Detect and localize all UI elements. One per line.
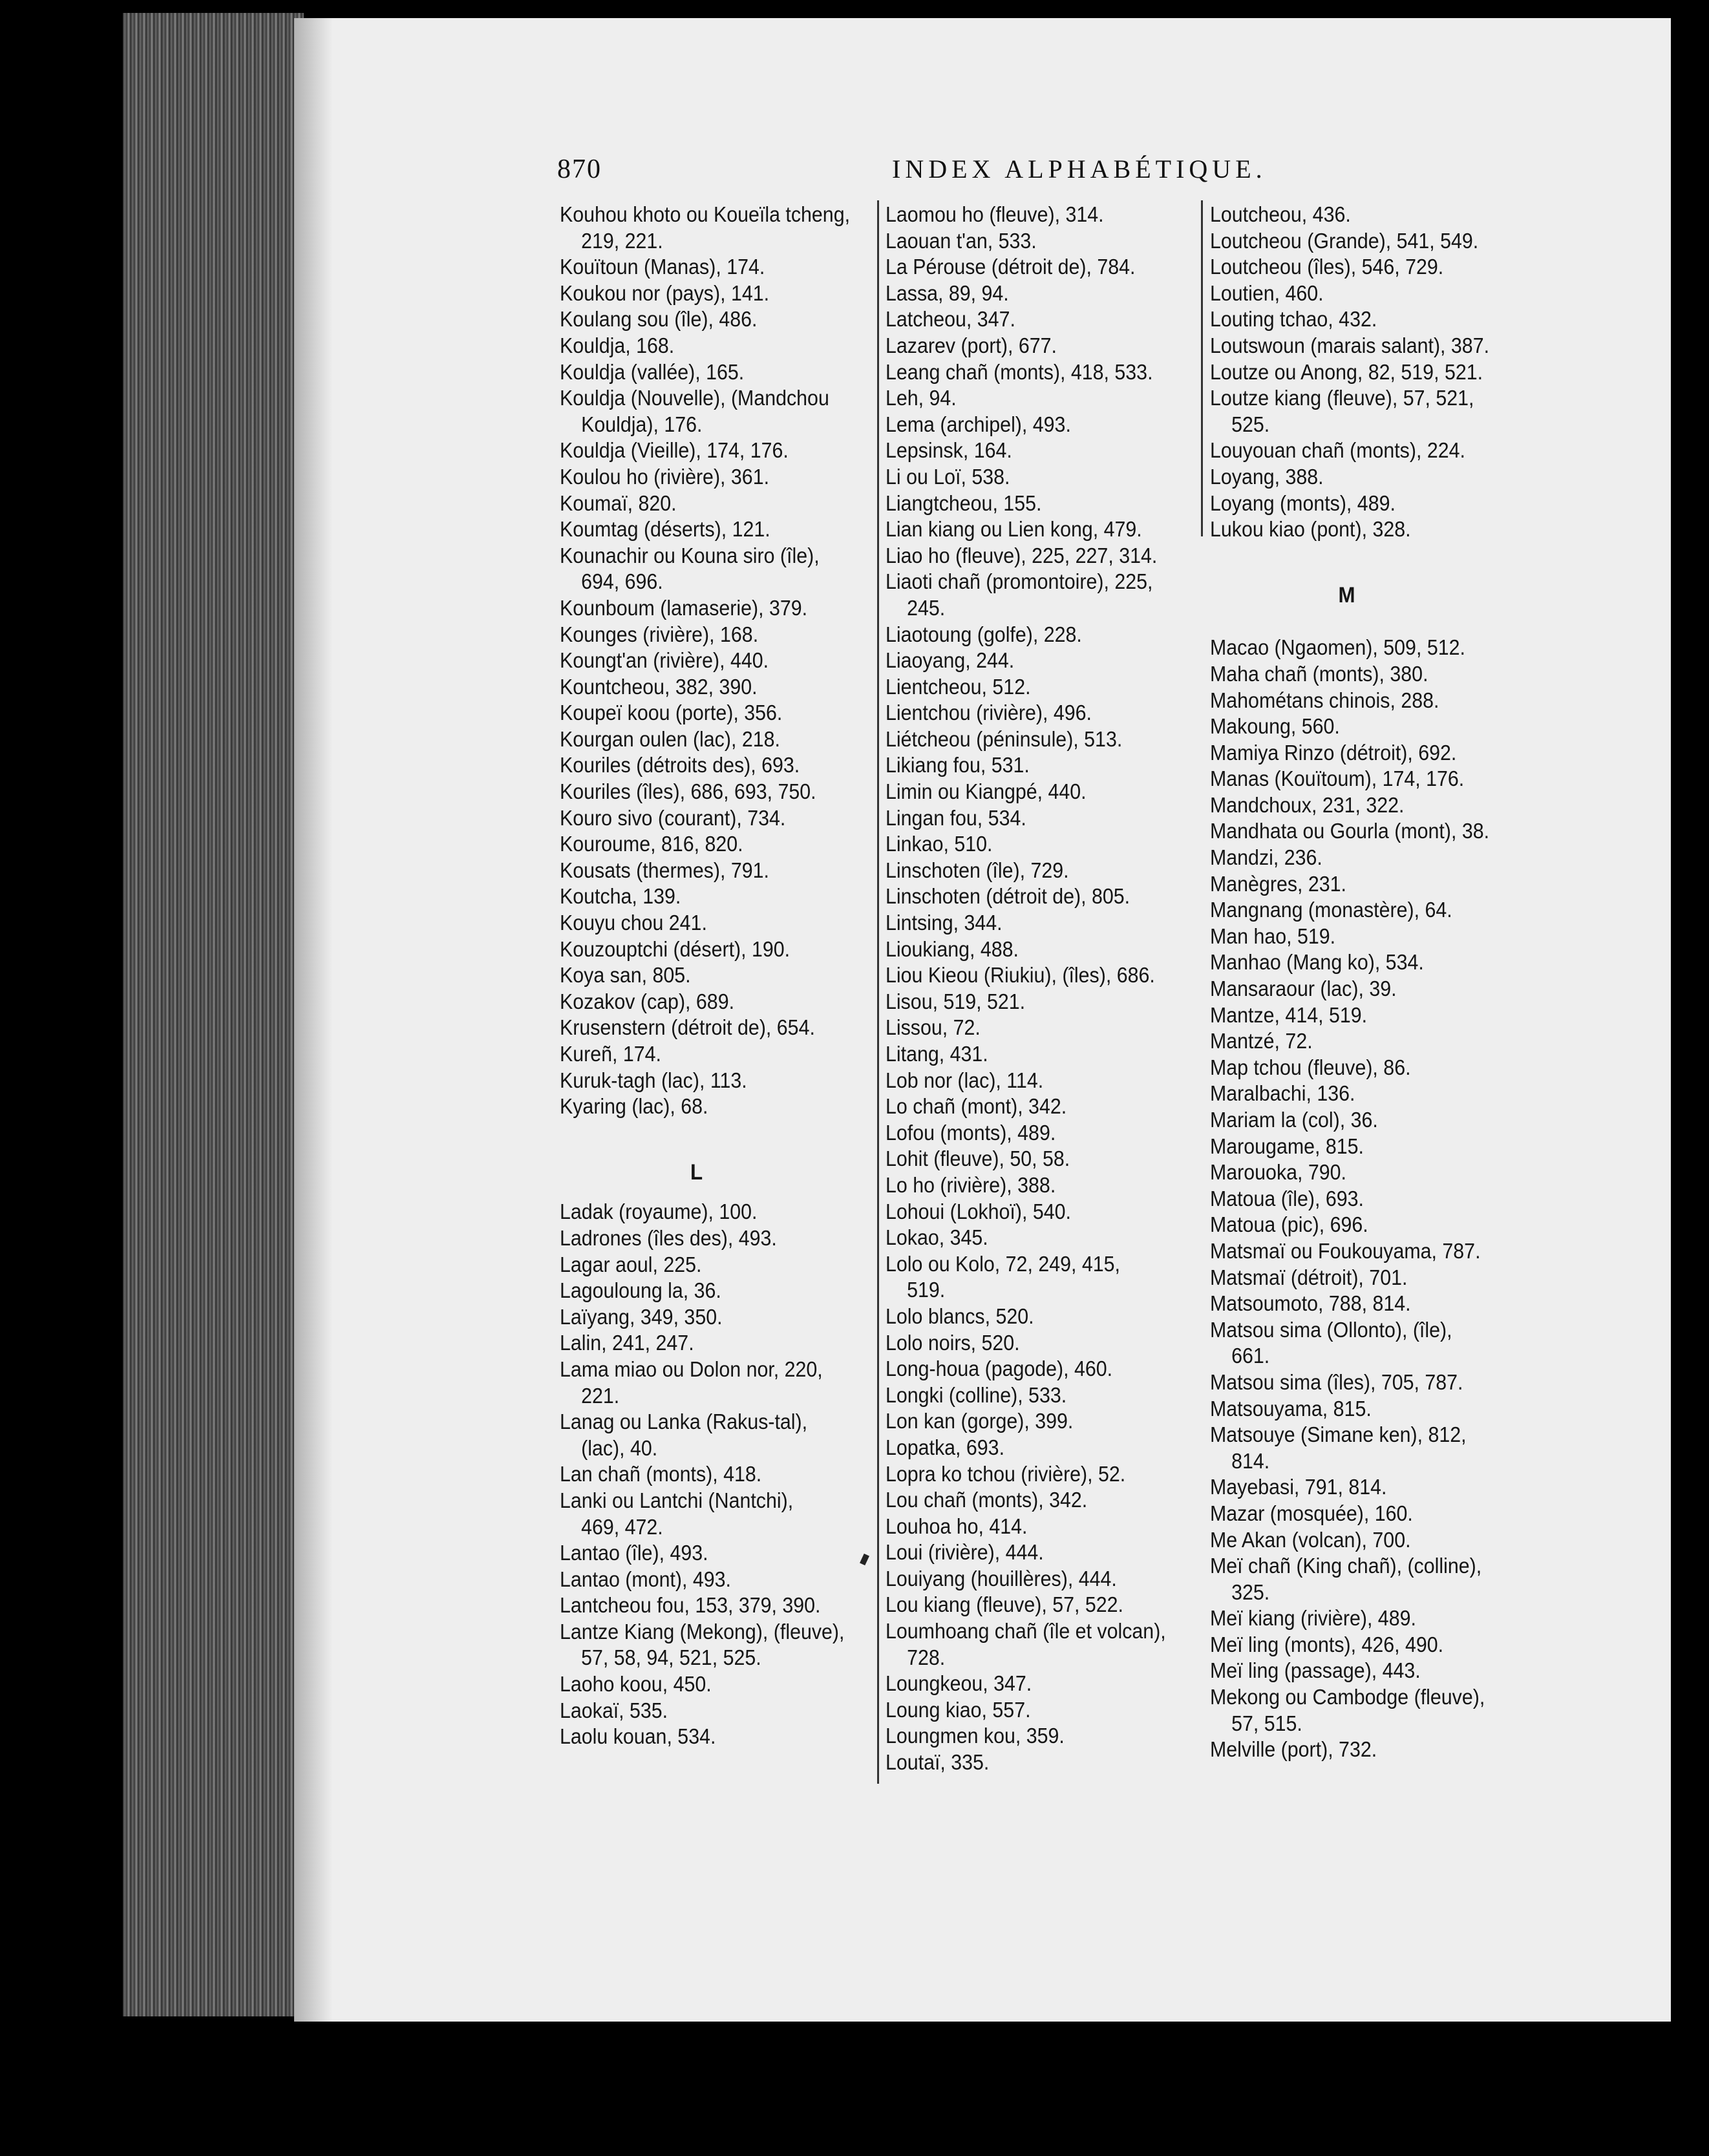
index-entry: Leang chañ (monts), 418, 533.: [886, 359, 1153, 384]
index-entry: Loyang, 388.: [1210, 464, 1324, 489]
index-entry: Meï ling (monts), 426, 490.: [1210, 1632, 1444, 1656]
index-entry: Liaotoung (golfe), 228.: [886, 622, 1082, 646]
index-entry: Koupeï koou (porte), 356.: [560, 701, 783, 725]
index-entry: Mariam la (col), 36.: [1210, 1108, 1378, 1132]
index-entry: Latcheou, 347.: [886, 307, 1015, 332]
index-entry: Koukou nor (pays), 141.: [560, 280, 770, 305]
index-entry: Linkao, 510.: [886, 832, 993, 856]
index-entry: Loung kiao, 557.: [886, 1697, 1031, 1722]
index-entry: Kounachir ou Kouna siro (île),: [560, 543, 820, 567]
index-entry: 661.: [1231, 1344, 1270, 1368]
index-entry: Loutcheou (Grande), 541, 549.: [1210, 228, 1479, 253]
index-entry: 219, 221.: [581, 228, 663, 253]
index-entry: Laolu kouan, 534.: [560, 1724, 716, 1749]
index-entry: Koumtag (déserts), 121.: [560, 517, 770, 542]
index-entry: Li ou Loï, 538.: [886, 464, 1010, 489]
index-entry: Matsou sima (Ollonto), (île),: [1210, 1317, 1452, 1342]
index-entry: Longki (colline), 533.: [886, 1382, 1067, 1407]
index-entry: Kouzouptchi (désert), 190.: [560, 936, 791, 961]
index-entry: Loutien, 460.: [1210, 280, 1324, 305]
index-entry: Lohoui (Lokhoï), 540.: [886, 1199, 1071, 1223]
index-entry: Koumaï, 820.: [560, 491, 677, 515]
index-entry: Lob nor (lac), 114.: [886, 1068, 1044, 1092]
index-entry: Koulang sou (île), 486.: [560, 307, 758, 332]
index-entry: Loumhoang chañ (île et volcan),: [886, 1619, 1166, 1643]
index-entry: Lopra ko tchou (rivière), 52.: [886, 1461, 1126, 1486]
index-entry: Louhoa ho, 414.: [886, 1514, 1028, 1538]
index-entry: Meï ling (passage), 443.: [1210, 1658, 1421, 1683]
index-entry: Manhao (Mang ko), 534.: [1210, 950, 1424, 975]
index-entry: Ladak (royaume), 100.: [560, 1200, 758, 1224]
index-column-2: [886, 202, 1194, 1776]
index-entry: Lolo blancs, 520.: [886, 1304, 1034, 1328]
index-entry: Loutswoun (marais salant), 387.: [1210, 333, 1490, 357]
index-entry: Mandhata ou Gourla (mont), 38.: [1210, 819, 1490, 843]
index-entry: Meï kiang (rivière), 489.: [1210, 1606, 1416, 1631]
index-entry: Louyouan chañ (monts), 224.: [1210, 438, 1465, 463]
index-entry: 57, 515.: [1231, 1711, 1302, 1735]
index-entry: Louiyang (houillères), 444.: [886, 1566, 1117, 1591]
index-entry: Loutze ou Anong, 82, 519, 521.: [1210, 359, 1483, 384]
spacer: [1210, 622, 1519, 635]
index-entry: Lantao (mont), 493.: [560, 1567, 731, 1591]
index-entry: Matsou sima (îles), 705, 787.: [1210, 1369, 1463, 1394]
index-entry: Marouoka, 790.: [1210, 1160, 1346, 1185]
index-entry: (lac), 40.: [581, 1435, 658, 1460]
index-entry: Marougame, 815.: [1210, 1134, 1364, 1158]
index-entry: Koya san, 805.: [560, 963, 691, 988]
index-entry: Man hao, 519.: [1210, 924, 1336, 948]
index-entry: Mantzé, 72.: [1210, 1029, 1313, 1053]
entry-list: [886, 202, 1194, 1776]
index-entry: Lingan fou, 534.: [886, 805, 1026, 830]
index-entry: 469, 472.: [581, 1514, 663, 1539]
index-entry: Loutze kiang (fleuve), 57, 521,: [1210, 386, 1474, 410]
index-entry: Map tchou (fleuve), 86.: [1210, 1055, 1411, 1079]
index-entry: 525.: [1231, 412, 1270, 436]
index-entry: Mansaraour (lac), 39.: [1210, 977, 1397, 1001]
index-entry: La Pérouse (détroit de), 784.: [886, 255, 1136, 279]
index-entry: Lo ho (rivière), 388.: [886, 1172, 1056, 1197]
index-entry: Kountcheou, 382, 390.: [560, 674, 758, 699]
index-entry: Kousats (thermes), 791.: [560, 858, 769, 882]
index-entry: Kouldja, 168.: [560, 333, 675, 357]
index-entry: Koutcha, 139.: [560, 884, 681, 909]
index-entry: Me Akan (volcan), 700.: [1210, 1527, 1411, 1552]
index-entry: Kureñ, 174.: [560, 1042, 661, 1066]
index-entry: Matsmaï (détroit), 701.: [1210, 1265, 1408, 1289]
index-entry: Lientcheou, 512.: [886, 674, 1031, 699]
index-entry: Limin ou Kiangpé, 440.: [886, 779, 1087, 804]
index-entry: Kounges (rivière), 168.: [560, 622, 759, 646]
index-entry: Mayebasi, 791, 814.: [1210, 1475, 1387, 1499]
index-entry: Kouldja (Nouvelle), (Mandchou: [560, 386, 829, 410]
index-entry: Loui (rivière), 444.: [886, 1540, 1044, 1565]
index-entry: Laouan t'an, 533.: [886, 228, 1037, 253]
index-column-3: [1210, 202, 1519, 1763]
index-entry: Kuruk-tagh (lac), 113.: [560, 1068, 747, 1092]
index-entry: Loutaï, 335.: [886, 1750, 990, 1775]
index-entry: Macao (Ngaomen), 509, 512.: [1210, 635, 1465, 660]
index-entry: Loutcheou, 436.: [1210, 202, 1351, 226]
index-entry: Lan chañ (monts), 418.: [560, 1462, 762, 1486]
index-entry: 814.: [1231, 1448, 1270, 1473]
index-entry: Matsmaï ou Foukouyama, 787.: [1210, 1238, 1481, 1263]
index-entry: Matsouye (Simane ken), 812,: [1210, 1422, 1467, 1447]
index-entry: Kouhou khoto ou Koueïla tcheng,: [560, 202, 851, 226]
index-entry: 519.: [907, 1278, 946, 1302]
index-entry: Lou chañ (monts), 342.: [886, 1488, 1088, 1512]
index-entry: Loungkeou, 347.: [886, 1671, 1032, 1696]
index-entry: Mangnang (monastère), 64.: [1210, 898, 1452, 922]
index-entry: Maralbachi, 136.: [1210, 1081, 1355, 1106]
index-entry: 245.: [907, 595, 946, 620]
column-rule: [877, 200, 879, 1784]
index-entry: Loungmen kou, 359.: [886, 1724, 1065, 1748]
index-entry: Lian kiang ou Lien kong, 479.: [886, 517, 1142, 542]
index-entry: Mamiya Rinzo (détroit), 692.: [1210, 740, 1457, 765]
index-entry: Kouyu chou 241.: [560, 911, 707, 935]
index-entry: 325.: [1231, 1580, 1270, 1604]
section-letter-m: M: [1338, 583, 1355, 608]
index-entry: Lagouloung la, 36.: [560, 1278, 721, 1303]
index-entry: Liangtcheou, 155.: [886, 491, 1042, 515]
index-entry: Lanki ou Lantchi (Nantchi),: [560, 1488, 794, 1512]
index-entry: Mantze, 414, 519.: [1210, 1002, 1368, 1027]
index-entry: Lalin, 241, 247.: [560, 1331, 694, 1355]
index-entry: Lantze Kiang (Mekong), (fleuve),: [560, 1619, 845, 1643]
book-page-edges: [123, 13, 304, 2016]
index-entry: Lo chañ (mont), 342.: [886, 1094, 1067, 1119]
index-entry: Lanag ou Lanka (Rakus-tal),: [560, 1410, 808, 1434]
index-entry: Lassa, 89, 94.: [886, 280, 1009, 305]
index-entry: Liétcheou (péninsule), 513.: [886, 726, 1123, 751]
entry-list: [560, 1199, 869, 1749]
scan-border: [1671, 0, 1709, 2156]
index-entry: Laomou ho (fleuve), 314.: [886, 202, 1104, 226]
index-entry: Lon kan (gorge), 399.: [886, 1409, 1074, 1433]
spacer: [560, 1120, 869, 1147]
index-entry: Mandchoux, 231, 322.: [1210, 792, 1405, 817]
index-entry: Matoua (pic), 696.: [1210, 1212, 1368, 1237]
index-entry: Kouriles (détroits des), 693.: [560, 753, 800, 777]
index-entry: Lagar aoul, 225.: [560, 1252, 702, 1276]
index-entry: Matsouyama, 815.: [1210, 1396, 1372, 1421]
index-entry: Kouldja (vallée), 165.: [560, 359, 745, 384]
index-entry: Lantcheou fou, 153, 379, 390.: [560, 1593, 821, 1618]
index-entry: Mazar (mosquée), 160.: [1210, 1501, 1413, 1525]
index-entry: Leh, 94.: [886, 386, 957, 410]
index-entry: Laoho koou, 450.: [560, 1672, 712, 1696]
index-entry: Krusenstern (détroit de), 654.: [560, 1015, 815, 1040]
index-entry: Kozakov (cap), 689.: [560, 989, 735, 1013]
index-entry: Lintsing, 344.: [886, 911, 1003, 935]
index-entry: Lofou (monts), 489.: [886, 1120, 1056, 1145]
index-entry: Lantao (île), 493.: [560, 1541, 708, 1565]
index-entry: Litang, 431.: [886, 1042, 988, 1066]
index-entry: Loutcheou (îles), 546, 729.: [1210, 255, 1444, 279]
index-entry: Lema (archipel), 493.: [886, 412, 1071, 436]
index-entry: Lazarev (port), 677.: [886, 333, 1057, 357]
index-entry: Manas (Kouïtoum), 174, 176.: [1210, 766, 1465, 791]
index-entry: Laïyang, 349, 350.: [560, 1304, 723, 1329]
index-entry: Lukou kiao (pont), 328.: [1210, 517, 1411, 542]
index-entry: Matsoumoto, 788, 814.: [1210, 1291, 1411, 1316]
index-entry: Liaoti chañ (promontoire), 225,: [886, 569, 1153, 594]
index-entry: Lama miao ou Dolon nor, 220,: [560, 1357, 823, 1381]
index-entry: Koungt'an (rivière), 440.: [560, 648, 769, 673]
index-entry: Lioukiang, 488.: [886, 936, 1019, 961]
index-entry: Kouroume, 816, 820.: [560, 832, 743, 856]
index-entry: Lokao, 345.: [886, 1225, 988, 1250]
index-entry: Kounboum (lamaserie), 379.: [560, 595, 808, 620]
index-entry: Lolo noirs, 520.: [886, 1330, 1020, 1355]
gutter-shadow: [294, 18, 333, 2022]
index-entry: Long-houa (pagode), 460.: [886, 1357, 1113, 1381]
index-entry: Lientchou (rivière), 496.: [886, 701, 1092, 725]
index-entry: Louting tchao, 432.: [1210, 307, 1377, 332]
index-entry: Makoung, 560.: [1210, 714, 1340, 739]
index-entry: 221.: [581, 1383, 620, 1408]
index-entry: Loyang (monts), 489.: [1210, 491, 1396, 515]
index-entry: Kouriles (îles), 686, 693, 750.: [560, 779, 816, 804]
index-entry: Lou kiang (fleuve), 57, 522.: [886, 1592, 1123, 1617]
index-entry: Liao ho (fleuve), 225, 227, 314.: [886, 543, 1158, 567]
index-entry: 728.: [907, 1645, 946, 1669]
index-entry: Kouro sivo (courant), 734.: [560, 805, 786, 830]
index-entry: Mandzi, 236.: [1210, 845, 1322, 870]
index-entry: Matoua (île), 693.: [1210, 1186, 1364, 1210]
index-entry: Linschoten (île), 729.: [886, 858, 1069, 882]
index-column-1: [560, 202, 869, 1750]
index-entry: Kouldja), 176.: [581, 412, 703, 436]
index-entry: Linschoten (détroit de), 805.: [886, 884, 1130, 909]
index-entry: Liaoyang, 244.: [886, 648, 1015, 673]
index-entry: Koulou ho (rivière), 361.: [560, 464, 770, 489]
running-title: INDEX ALPHABÉTIQUE.: [892, 154, 1267, 184]
index-entry: Melville (port), 732.: [1210, 1737, 1377, 1762]
index-entry: 57, 58, 94, 521, 525.: [581, 1645, 761, 1670]
index-entry: Meï chañ (King chañ), (colline),: [1210, 1554, 1482, 1578]
index-entry: Liou Kieou (Riukiu), (îles), 686.: [886, 963, 1155, 988]
page-number: 870: [557, 154, 602, 184]
index-entry: Lissou, 72.: [886, 1015, 981, 1040]
index-entry: Lisou, 519, 521.: [886, 989, 1026, 1013]
index-entry: Manègres, 231.: [1210, 871, 1346, 896]
index-entry: Lohit (fleuve), 50, 58.: [886, 1147, 1070, 1171]
index-entry: Lopatka, 693.: [886, 1435, 1004, 1459]
index-entry: Laokaï, 535.: [560, 1698, 668, 1722]
section-letter-l: L: [690, 1160, 703, 1185]
index-entry: Mekong ou Cambodge (fleuve),: [1210, 1685, 1485, 1709]
index-entry: Lolo ou Kolo, 72, 249, 415,: [886, 1251, 1120, 1276]
index-entry: Kourgan oulen (lac), 218.: [560, 726, 780, 751]
spacer: [1210, 543, 1519, 569]
index-entry: Mahométans chinois, 288.: [1210, 688, 1439, 712]
index-entry: Kouïtoun (Manas), 174.: [560, 255, 765, 279]
entry-list: [1210, 202, 1519, 543]
index-entry: Lepsinsk, 164.: [886, 438, 1012, 463]
index-entry: Kouldja (Vieille), 174, 176.: [560, 438, 789, 463]
index-entry: Ladrones (îles des), 493.: [560, 1225, 777, 1250]
index-entry: 694, 696.: [581, 569, 663, 594]
index-entry: Likiang fou, 531.: [886, 753, 1030, 777]
entry-list: [560, 202, 869, 1120]
index-entry: Maha chañ (monts), 380.: [1210, 661, 1428, 686]
entry-list: [1210, 635, 1519, 1763]
index-entry: Kyaring (lac), 68.: [560, 1094, 708, 1119]
column-rule: [1201, 200, 1203, 536]
